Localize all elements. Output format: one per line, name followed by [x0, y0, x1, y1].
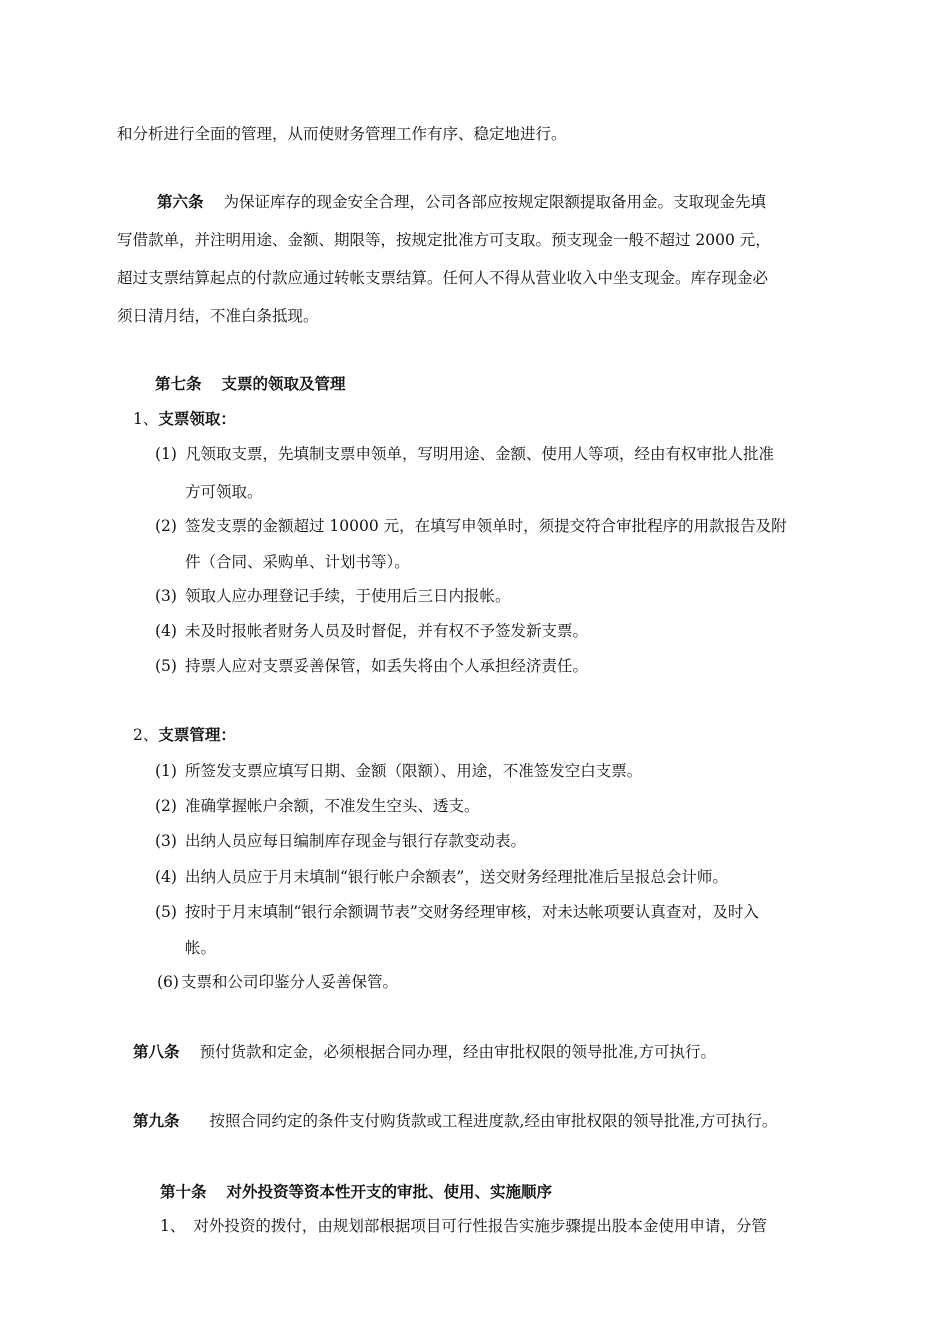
article-10-para-1 — [160, 1215, 767, 1237]
s1-item-2-num: (2) — [155, 517, 177, 535]
section-2-heading — [133, 724, 236, 746]
article-8 — [133, 1041, 716, 1063]
section-1-title: 支票领取： — [158, 409, 236, 428]
article-10-para-1-num: 1、 — [160, 1217, 186, 1235]
s2-item-5-text: 按时于月末填制“银行余额调节表”交财务经理审核，对未达帐项要认真查对，及时入 — [185, 903, 759, 921]
article-8-title: 第八条 — [133, 1042, 180, 1061]
s1-item-1-num: (1) — [155, 445, 177, 463]
article-6-line-2 — [117, 229, 771, 251]
s2-item-1 — [155, 760, 642, 782]
s2-item-4-num: (4) — [155, 868, 177, 886]
s2-item-5-text-2: 帐。 — [185, 939, 217, 957]
s1-item-2 — [155, 515, 787, 537]
article-6-line-4 — [117, 305, 319, 327]
s2-item-4 — [155, 866, 728, 888]
s2-item-6-text: 支票和公司印鉴分人妥善保管。 — [181, 973, 399, 991]
s1-item-5-text: 持票人应对支票妥善保管，如丢失将由个人承担经济责任。 — [185, 657, 589, 675]
s1-item-4-num: (4) — [155, 622, 177, 640]
s1-item-3-num: (3) — [155, 587, 177, 605]
article-6-line-1 — [157, 191, 766, 213]
s1-item-1-cont — [185, 481, 263, 503]
s2-item-4-text: 出纳人员应于月末填制“银行帐户余额表”，送交财务经理批准后呈报总会计师。 — [185, 868, 728, 886]
s2-item-5 — [155, 901, 759, 923]
s1-item-2-text-2: 件（合同、采购单、计划书等）。 — [185, 553, 410, 571]
s2-item-5-num: (5) — [155, 903, 177, 921]
article-6-text-2: 写借款单，并注明用途、金额、期限等，按规定批准方可支取。预支现金一般不超过 2000 元， — [117, 231, 771, 249]
s2-item-3 — [155, 830, 526, 852]
article-8-text: 预付货款和定金，必须根据合同办理，经由审批权限的领导批准,方可执行。 — [199, 1043, 716, 1061]
s1-item-2-cont — [185, 551, 410, 573]
article-6-text-4: 须日清月结，不准白条抵现。 — [117, 307, 319, 325]
section-1-num: 1、 — [133, 410, 159, 428]
s1-item-2-text: 签发支票的金额超过 10000 元，在填写申领单时，须提交符合审批程序的用款报告及附 — [185, 517, 787, 535]
article-10-title: 第十条 — [160, 1182, 207, 1201]
article-9 — [133, 1110, 777, 1132]
section-2-num: 2、 — [133, 726, 159, 744]
s1-item-4 — [155, 620, 588, 642]
article-7-heading-text: 支票的领取及管理 — [221, 374, 346, 393]
s2-item-2 — [155, 795, 480, 817]
article-7-title: 第七条 — [155, 374, 202, 393]
s2-item-3-text: 出纳人员应每日编制库存现金与银行存款变动表。 — [185, 832, 527, 850]
s1-item-4-text: 未及时报帐者财务人员及时督促，并有权不予签发新支票。 — [185, 622, 589, 640]
s2-item-2-num: (2) — [155, 797, 177, 815]
article-10-heading — [160, 1181, 552, 1203]
section-1-heading — [133, 408, 236, 430]
s1-item-3-text: 领取人应办理登记手续，于使用后三日内报帐。 — [185, 587, 511, 605]
article-6-title: 第六条 — [157, 192, 204, 211]
s2-item-6-num: (6) — [157, 973, 179, 991]
s1-item-1 — [155, 443, 774, 465]
article-10-heading-text: 对外投资等资本性开支的审批、使用、实施顺序 — [226, 1182, 553, 1201]
s1-item-5 — [155, 655, 588, 677]
article-6-text-1: 为保证库存的现金安全合理，公司各部应按规定限额提取备用金。支取现金先填 — [223, 193, 767, 211]
s2-item-3-num: (3) — [155, 832, 177, 850]
article-7-heading — [155, 373, 346, 395]
intro-text: 和分析进行全面的管理，从而使财务管理工作有序、稳定地进行。 — [117, 125, 567, 143]
s2-item-5-cont — [185, 937, 216, 959]
s2-item-1-num: (1) — [155, 762, 177, 780]
s2-item-2-text: 准确掌握帐户余额，不准发生空头、透支。 — [185, 797, 480, 815]
article-6-line-3 — [117, 267, 768, 289]
s1-item-1-text-2: 方可领取。 — [185, 483, 263, 501]
article-6-text-3: 超过支票结算起点的付款应通过转帐支票结算。任何人不得从营业收入中坐支现金。库存现金必 — [117, 269, 769, 287]
s2-item-6 — [157, 971, 398, 993]
article-9-title: 第九条 — [133, 1111, 180, 1130]
article-9-text: 按照合同约定的条件支付购货款或工程进度款,经由审批权限的领导批准,方可执行。 — [209, 1112, 778, 1130]
section-2-title: 支票管理： — [158, 725, 236, 744]
article-10-para-1-text: 对外投资的拨付，由规划部根据项目可行性报告实施步骤提出股本金使用申请，分管 — [193, 1217, 767, 1235]
intro-line — [117, 123, 567, 145]
s1-item-5-num: (5) — [155, 657, 177, 675]
s1-item-3 — [155, 585, 511, 607]
s2-item-1-text: 所签发支票应填写日期、金额（限额）、用途，不准签发空白支票。 — [185, 762, 643, 780]
s1-item-1-text: 凡领取支票，先填制支票申领单，写明用途、金额、使用人等项，经由有权审批人批准 — [185, 445, 775, 463]
